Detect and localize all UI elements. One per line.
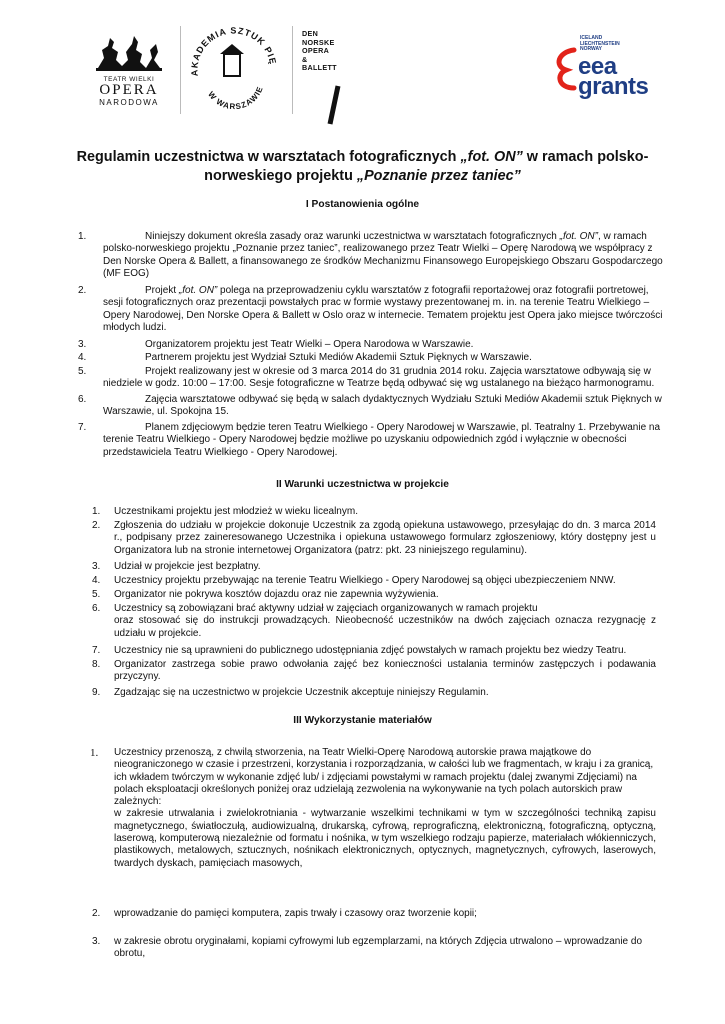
section-3-heading: III Wykorzystanie materiałów bbox=[293, 715, 432, 726]
eea-word: eea bbox=[578, 53, 617, 80]
list-number: 2. bbox=[78, 285, 87, 296]
dnoba-line-4: & bbox=[302, 54, 308, 64]
list-number: 4. bbox=[92, 575, 101, 586]
opera-logo-top-text: TEATR WIELKI bbox=[103, 76, 155, 83]
logo-bar bbox=[0, 22, 725, 132]
opera-narodowa-logo bbox=[88, 32, 170, 118]
quadriga-icon bbox=[94, 32, 164, 74]
dnoba-slash-icon bbox=[302, 82, 358, 128]
asp-arc-bottom-text: W WARSZAWIE bbox=[206, 84, 265, 112]
list-number: 1. bbox=[78, 231, 87, 242]
s3-item-1: Uczestnicy przenoszą, z chwilą stworzenia, na Teatr Wielki-Operę Narodową autorskie prawa majątkowe do nieograniczonego w czasie i przestrzeni, korzystania i rozporządzania, w całości lub we fragmentach, w kraju i za granicą, ich wkładem twórczym w wykonanie zdjęć lub/ i zdjęciami powstałymi w ramach projektu (dalej zwanymi Zdjęciami) na polach eksploatacji określonych poniżej oraz udzielają zezwolenia na wykonywanie na tych polach autorskich praw zależnych: w zakresie utrwalania i zwielokrotniania - wytwarzanie wszelkimi technikami w tym w szczególności techniką zapisu magnetycznego, światłoczułą, audiowizualną, drukarską, cyfrową, reprograficzną, elektroniczną, fotograficzną, optyczną, laserową, komputerową niezależnie od formatu i nośnika, w tym wszelkiego rodzaju papierze, materiałach włókienniczych, plastikowych, metalowych, sztucznych, nośnikach elektronicznych, optycznych, magnetycznych, cyfrowych, laserowych, twardych dyskach, pamięciach masowych, bbox=[114, 747, 656, 869]
s2-item-3: Udział w projekcie jest bezpłatny. bbox=[114, 561, 261, 572]
dnoba-line-1: DEN bbox=[302, 29, 319, 38]
s1-item-3: Organizatorem projektu jest Teatr Wielki – Opera Narodowa w Warszawie. bbox=[145, 339, 474, 350]
list-number: 3. bbox=[92, 561, 101, 572]
list-number: 7. bbox=[92, 645, 101, 656]
list-number: 6. bbox=[92, 603, 101, 614]
dnoba-logo bbox=[302, 30, 358, 130]
list-number: 3. bbox=[92, 936, 101, 947]
s2-item-6: Uczestnicy są zobowiązani brać aktywny udział w zajęciach organizowanych w ramach projektu oraz stosować się do instrukcji prowadzących. Nieobecność uczestników na dwóch zajęciach oznacza rezygnację z udziału w projekcie. bbox=[114, 603, 656, 639]
list-number: 1. bbox=[90, 747, 99, 759]
dnoba-line-2: NORSKE bbox=[302, 37, 335, 47]
document-title: Regulamin uczestnictwa w warsztatach fotograficznych „fot. ON” w ramach polsko-norweskiego projektu „Poznanie przez taniec” bbox=[76, 149, 649, 184]
s2-item-9: Zgadzając się na uczestnictwo w projekcie Uczestnik akceptuje niniejszy Regulamin. bbox=[114, 687, 489, 698]
opera-logo-bottom-text: NARODOWA bbox=[99, 98, 159, 107]
opera-logo-main-text: OPERA bbox=[99, 82, 159, 98]
list-number: 5. bbox=[78, 366, 87, 377]
s1-item-6: Zajęcia warsztatowe odbywać się będą w salach dydaktycznych Wydziału Sztuki Mediów Akademii sztuk Pięknych w Warszawie, ul. Spokojna 15. bbox=[103, 394, 662, 418]
s1-item-2: Projekt „fot. ON” polega na przeprowadzeniu cyklu warsztatów z fotografii reportażowej oraz fotografii portretowej, sesji fotograficznych oraz prezentacji powstałych prac w formie wystawy prezentowanej m. in. na terenie Teatru Wielkiego – Opery Narodowej, Den Norske Opera & Ballett w Oslo oraz w internecie. Tematem projektu jest Opera jako miejsce twórczości młodych ludzi. bbox=[103, 285, 663, 333]
s2-item-7: Uczestnicy nie są uprawnieni do publicznego udostępniania zdjęć powstałych w ramach projektu bez wiedzy Teatru. bbox=[114, 645, 627, 656]
s1-item-4: Partnerem projektu jest Wydział Sztuki Mediów Akademii Sztuk Pięknych w Warszawie. bbox=[145, 352, 532, 363]
section-1-heading: I Postanowienia ogólne bbox=[305, 199, 420, 210]
list-number: 3. bbox=[78, 339, 87, 350]
s2-item-5: Organizator nie pokrywa kosztów dojazdu oraz nie zapewnia wyżywienia. bbox=[114, 589, 439, 600]
eea-country-iceland: ICELAND bbox=[580, 35, 603, 41]
eea-countries bbox=[580, 36, 620, 53]
eea-country-liechtenstein: LIECHTENSTEIN bbox=[580, 40, 620, 47]
s2-item-8: Organizator zastrzega sobie prawo odwołania zajęć bez konieczności ustalania terminów zastępczych i podawania przyczyny. bbox=[114, 659, 656, 683]
svg-text:W WARSZAWIE bbox=[206, 85, 265, 112]
s3-item-2: wprowadzanie do pamięci komputera, zapis trwały i czasowy oraz tworzenie kopii; bbox=[114, 908, 477, 919]
dnoba-line-3: OPERA bbox=[302, 46, 330, 56]
list-number: 4. bbox=[78, 352, 87, 363]
list-number: 8. bbox=[92, 659, 101, 670]
logo-divider bbox=[292, 26, 293, 114]
asp-warszawa-logo bbox=[186, 24, 280, 118]
list-number: 9. bbox=[92, 687, 101, 698]
list-number: 6. bbox=[78, 394, 87, 405]
asp-arc-top-text: AKADEMIA SZTUK PIĘ bbox=[189, 25, 279, 77]
list-number: 7. bbox=[78, 422, 87, 433]
eea-grants-logo bbox=[552, 36, 652, 106]
s1-item-5: Projekt realizowany jest w okresie od 3 marca 2014 do 31 grudnia 2014 roku. Zajęcia warsztatowe odbywają się w niedziele w godz. 10:00 – 17:00. Sesje fotograficzne w Teatrze będą odbywać się wg ustalanego na bieżąco harmonogramu. bbox=[103, 366, 655, 390]
s2-item-4: Uczestnicy projektu przebywając na terenie Teatru Wielkiego - Opery Narodowej są objęci ubezpieczeniem NNW. bbox=[114, 575, 616, 586]
dnoba-line-5: BALLETT bbox=[302, 63, 337, 73]
s1-item-7: Planem zdjęciowym będzie teren Teatru Wielkiego - Opery Narodowej w Warszawie, pl. Teatralny 1. Przebywanie na terenie Teatru Wielkiego - Opery Narodowej będzie możliwe po uzyskaniu odpowiednich zgód i wyłącznie w obecności przedstawiciela Teatru Wielkiego - Opery Narodowej. bbox=[103, 422, 661, 458]
s2-item-1: Uczestnikami projektu jest młodzież w wieku licealnym. bbox=[114, 506, 358, 517]
logo-divider bbox=[180, 26, 181, 114]
list-number: 2. bbox=[92, 520, 101, 531]
list-number: 2. bbox=[92, 908, 101, 919]
section-2-heading: II Warunki uczestnictwa w projekcie bbox=[276, 479, 449, 490]
asp-seal-icon bbox=[186, 24, 280, 118]
s1-item-1: Niniejszy dokument określa zasady oraz warunki uczestnictwa w warsztatach fotograficznych „fot. ON”, w ramach polsko-norweskiego projektu „Poznanie przez taniec”, realizowanego przez Teatr Wielki – Operę Narodową we współpracy z Den Norske Opera & Ballett, a finansowanego ze środków Mechanizmu Finansowego Europejskiego Obszaru Gospodarczego (MF EOG) bbox=[103, 231, 663, 279]
s2-item-2: Zgłoszenia do udziału w projekcie dokonuje Uczestnik za zgodą opiekuna ustawowego, przesyłając do dn. 3 marca 2014 r., podpisany przez zaineresowanego Uczestnika i opiekuna ustawowego formularz zgłoszeniowy, który dostępny jest u Organizatora lub na stronie internetowej Organizatora (patrz: pkt. 23 niniejszego regulaminu). bbox=[114, 520, 656, 556]
eea-country-norway: NORWAY bbox=[580, 46, 602, 53]
s3-item-3: w zakresie obrotu oryginałami, kopiami cyfrowymi lub egzemplarzami, na których Zdjęcia utrwalono – wprowadzanie do obrotu, bbox=[114, 936, 643, 960]
grants-word: grants bbox=[578, 73, 649, 100]
list-number: 5. bbox=[92, 589, 101, 600]
list-number: 1. bbox=[92, 506, 101, 517]
